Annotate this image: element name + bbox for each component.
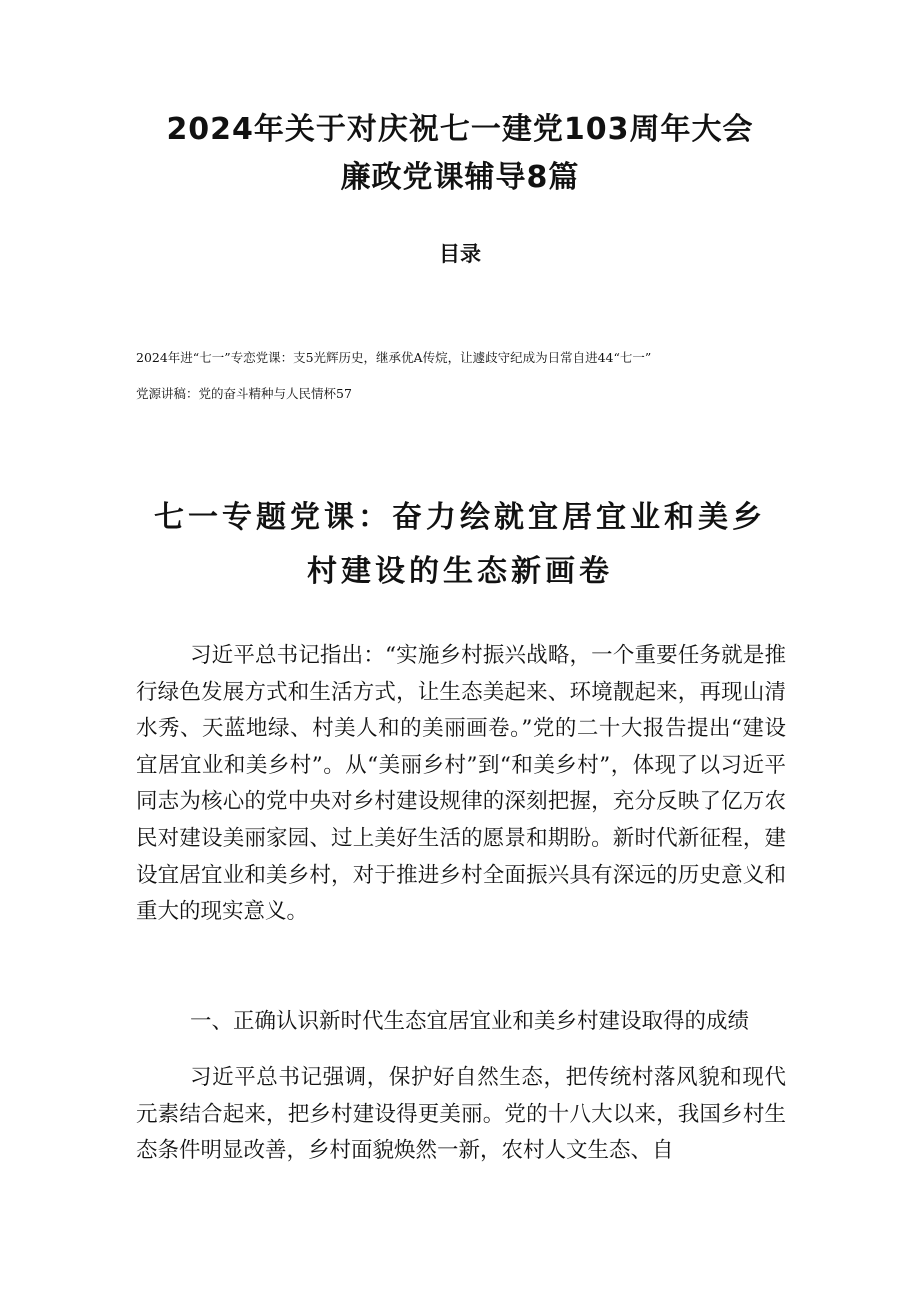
toc-heading: 目录 (439, 242, 481, 266)
document-title-line-1: 2024年关于对庆祝七一建党103周年大会 (166, 112, 754, 147)
section-title-line-2: 村建设的生态新画卷 (307, 554, 613, 589)
toc-entry[interactable]: 2024年进“七一”专恋党课：支5光辉历史，继承优A传烷，让遽歧守纪成为日常自进44“七一” (136, 350, 652, 365)
document-title-line-2: 廉政党课辅导8篇 (340, 160, 580, 195)
toc-entry[interactable]: 党源讲稿：党的奋斗精种与人民情杯57 (136, 386, 352, 401)
body-paragraph: 习近平总书记强调，保护好自然生态，把传统村落风貌和现代元素结合起来，把乡村建设得更美丽。党的十八大以来，我国乡村生态条件明显改善，乡村面貌焕然一新，农村人文生态、自 (136, 1065, 786, 1164)
section-subheading: 一、正确认识新时代生态宜居宜业和美乡村建设取得的成绩 (190, 1009, 750, 1034)
section-title-line-1: 七一专题党课：奋力绘就宜居宜业和美乡 (154, 500, 766, 535)
body-paragraph: 习近平总书记指出：“实施乡村振兴战略，一个重要任务就是推行绿色发展方式和生活方式，让生态美起来、环境靓起来，再现山清水秀、天蓝地绿、村美人和的美丽画卷。”党的二十大报告提出“建设宜居宜业和美乡村”。从“美丽乡村”到“和美乡村”，体现了以习近平同志为核心的党中央对乡村建设规律的深刻把握，充分反映了亿万农民对建设美丽家园、过上美好生活的愿景和期盼。新时代新征程，建设宜居宜业和美乡村，对于推进乡村全面振兴具有深远的历史意义和重大的现实意义。 (136, 643, 786, 925)
